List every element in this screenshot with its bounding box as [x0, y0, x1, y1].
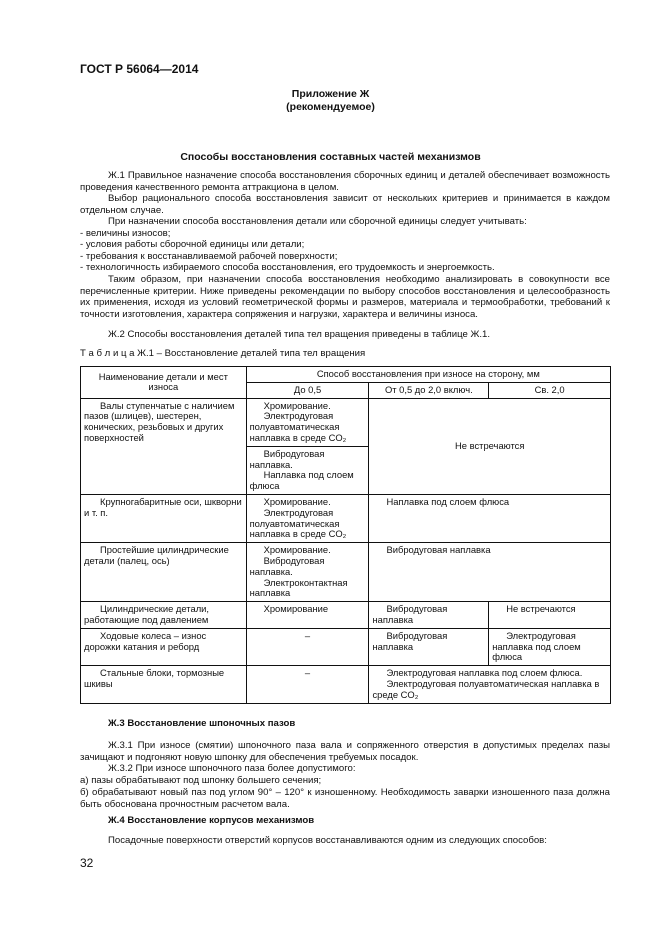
method-line: Вибродуговая наплавка.	[249, 554, 325, 577]
paragraph: Выбор рационального способа восстановления зависит от нескольких критериев и принимается в каждом отдельном случае.	[80, 193, 610, 216]
list-item: а) пазы обрабатывают под шпонку большего сечения;	[80, 775, 322, 786]
list-item: б) обрабатывают новый паз под углом 90° – 120° к изношенному. Необходимость заварки изношенного паза должна быть обоснована прочностным расчетом вала.	[80, 787, 610, 810]
cell-method: Не встречаются	[369, 398, 611, 494]
cell-method: Не встречаются	[489, 602, 611, 629]
cell-part: Крупногабаритные оси, шкворни и т. п.	[81, 494, 247, 542]
paragraph: При назначении способа восстановления детали или сборочной единицы следует учитывать:	[108, 216, 527, 227]
cell-method: Вибродуговая наплавка	[369, 543, 611, 602]
list-item: - требования к восстанавливаемой рабочей поверхности;	[80, 251, 338, 262]
header-part-name: Наименование детали и мест износа	[81, 367, 247, 399]
cell-part: Ходовые колеса – износ дорожки катания и реборд	[81, 628, 247, 665]
method-line: Хромирование.	[263, 544, 331, 556]
method-line: Электроконтактная наплавка	[249, 576, 348, 599]
cell-method: –	[246, 628, 369, 665]
section-title: Ж.4 Восстановление корпусов механизмов	[108, 815, 315, 826]
cell-method	[246, 446, 369, 494]
cell-method	[246, 398, 369, 446]
list-item: - технологичность избираемого способа восстановления, его трудоемкость и энергоемкость.	[80, 262, 495, 273]
table-caption: Т а б л и ц а Ж.1 – Восстановление деталей типа тел вращения	[80, 348, 366, 359]
document-header: ГОСТ Р 56064—2014	[80, 62, 199, 76]
cell-method	[369, 666, 611, 703]
method-line: Хромирование.	[263, 495, 331, 507]
paragraph: Посадочные поверхности отверстий корпусов восстанавливаются одним из следующих способов:	[108, 835, 547, 846]
cell-method: Наплавка под слоем флюса	[369, 494, 611, 542]
cell-method: Вибродуговая наплавка	[369, 628, 489, 665]
paragraph: Ж.3.2 При износе шпоночного паза более допустимого:	[108, 763, 356, 774]
paragraph: Таким образом, при назначении способа восстановления необходимо анализировать в совокупности все перечисленные критерии. Ниже приведены рекомендации по выбору способов восстановления и целесообразность их применения, исходя из условий геометрической формы и размеров, материала и термообработки, требований к точности изготовления, характера сопряжения и нагрузки, характера и величины износа.	[80, 274, 610, 320]
cell-method: –	[246, 666, 369, 703]
table-row	[81, 543, 611, 602]
cell-method: Электродуговая наплавка под слоем флюса	[489, 628, 611, 665]
restoration-table	[80, 366, 611, 704]
appendix-title: Приложение Ж	[291, 88, 370, 100]
header-0-5-to-2-0: От 0,5 до 2,0 включ.	[369, 382, 489, 398]
list-item: - величины износов;	[80, 228, 171, 239]
cell-method: Хромирование	[246, 602, 369, 629]
cell-part: Валы ступенчатые с наличием пазов (шлицев), шестерен, конических, резьбовых и других поверхностей	[81, 398, 247, 494]
header-up-to-0-5: До 0,5	[246, 382, 369, 398]
table-row	[81, 494, 611, 542]
paragraph: Ж.2 Способы восстановления деталей типа тел вращения приведены в таблице Ж.1.	[108, 329, 491, 340]
table-row	[81, 602, 611, 629]
cell-part: Простейшие цилиндрические детали (палец, ось)	[81, 543, 247, 602]
cell-part: Стальные блоки, тормозные шкивы	[81, 666, 247, 703]
main-title: Способы восстановления составных частей механизмов	[180, 151, 481, 163]
table-row	[81, 398, 611, 446]
page-number: 32	[80, 856, 94, 870]
cell-part: Цилиндрические детали, работающие под давлением	[81, 602, 247, 629]
method-line: Хромирование.	[263, 399, 331, 411]
paragraph: Ж.3.1 При износе (смятии) шпоночного паза вала и сопряженного отверстия в допустимых пределах пазы зачищают и подгоняют новую шпонку для обеспечения требуемых посадок.	[80, 740, 610, 763]
table-row	[81, 666, 611, 703]
paragraph: Ж.1 Правильное назначение способа восстановления сборочных единиц и деталей обеспечивает возможность проведения качественного ремонта аттракциона в целом.	[80, 170, 610, 193]
list-item: - условия работы сборочной единицы или детали;	[80, 239, 305, 250]
cell-method: Вибродуговая наплавка	[369, 602, 489, 629]
cell-method	[246, 494, 369, 542]
header-method-group: Способ восстановления при износе на сторону, мм	[246, 367, 610, 383]
section-title: Ж.3 Восстановление шпоночных пазов	[108, 718, 296, 729]
method-line: Вибродуговая наплавка.	[249, 447, 325, 470]
header-over-2-0: Св. 2,0	[489, 382, 611, 398]
appendix-subtitle: (рекомендуемое)	[286, 101, 375, 113]
method-line: Электродуговая полуавтоматическая наплавка в среде CO₂	[249, 410, 347, 443]
method-line: Электродуговая полуавтоматическая наплавка в среде CO₂	[372, 677, 600, 700]
cell-method	[246, 543, 369, 602]
method-line: Электродуговая полуавтоматическая наплавка в среде CO₂	[249, 506, 347, 540]
table-row	[81, 628, 611, 665]
method-line: Электродуговая наплавка под слоем флюса.	[386, 667, 583, 679]
method-line: Наплавка под слоем флюса	[249, 469, 354, 492]
